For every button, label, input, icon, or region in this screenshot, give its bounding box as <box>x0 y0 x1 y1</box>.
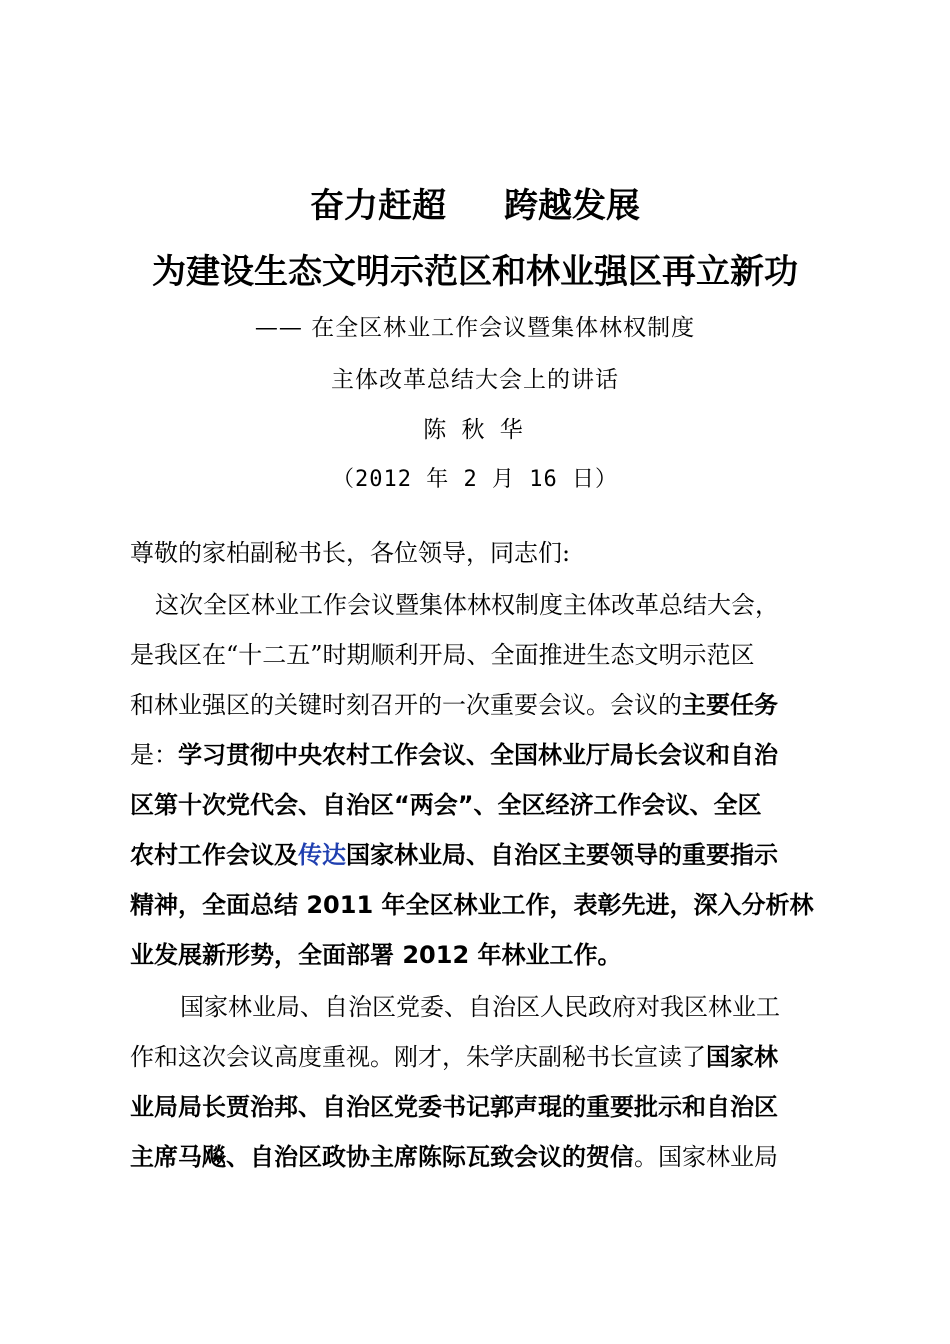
p1-line-5: 区第十次党代会、自治区“两会”、全区经济工作会议、全区 <box>130 791 762 819</box>
salutation: 尊敬的家柏副秘书长，各位领导，同志们: <box>130 539 571 567</box>
p2-line-2 <box>130 1042 778 1072</box>
p2-line-1: 国家林业局、自治区党委、自治区人民政府对我区林业工 <box>180 993 780 1021</box>
p1-line-6 <box>130 840 778 870</box>
subtitle-line-1: —— 在全区林业工作会议暨集体林权制度 <box>254 315 696 341</box>
speech-date: （2012 年 2 月 16 日） <box>332 467 618 492</box>
title-part-2: 跨越发展 <box>504 186 640 226</box>
p1-line-3-text: 和林业强区的关键时刻召开的一次重要会议。会议的 <box>130 691 682 719</box>
p1-line-4-text: 是： <box>130 741 178 769</box>
title-line-1 <box>0 186 950 226</box>
subtitle-line-2: 主体改革总结大会上的讲话 <box>331 367 619 393</box>
p1-line-4-bold: 学习贯彻中央农村工作会议、全国林业厅局长会议和自治 <box>178 741 778 769</box>
p2-line-2-text: 作和这次会议高度重视。刚才，朱学庆副秘书长宣读了 <box>130 1043 706 1071</box>
p1-line-6-a: 农村工作会议及 <box>130 841 298 869</box>
p2-line-4-bold: 主席马飚、自治区政协主席陈际瓦致会议的贺信 <box>130 1143 634 1171</box>
p1-line-7: 精神，全面总结 2011 年全区林业工作，表彰先进，深入分析林 <box>130 891 814 919</box>
p2-line-4-text: 。国家林业局 <box>634 1143 778 1171</box>
p2-line-4 <box>130 1142 778 1172</box>
p1-line-8: 业发展新形势，全面部署 2012 年林业工作。 <box>130 941 622 969</box>
p2-line-2-bold: 国家林 <box>706 1043 778 1071</box>
p1-line-4 <box>130 740 778 770</box>
title-part-1: 奋力赶超 <box>310 186 446 226</box>
p1-line-6-b: 国家林业局、自治区主要领导的重要指示 <box>346 841 778 869</box>
p1-line-3 <box>130 690 778 720</box>
author-name: 陈 秋 华 <box>423 417 527 443</box>
main-tasks-label: 主要任务 <box>682 691 778 719</box>
title-line-2: 为建设生态文明示范区和林业强区再立新功 <box>152 252 798 292</box>
p2-line-3: 业局局长贾治邦、自治区党委书记郭声琨的重要批示和自治区 <box>130 1093 778 1121</box>
p1-line-1: 这次全区林业工作会议暨集体林权制度主体改革总结大会， <box>155 591 779 619</box>
transmit-link[interactable]: 传达 <box>298 841 346 869</box>
p1-line-2: 是我区在“十二五”时期顺利开局、全面推进生态文明示范区 <box>130 641 755 669</box>
